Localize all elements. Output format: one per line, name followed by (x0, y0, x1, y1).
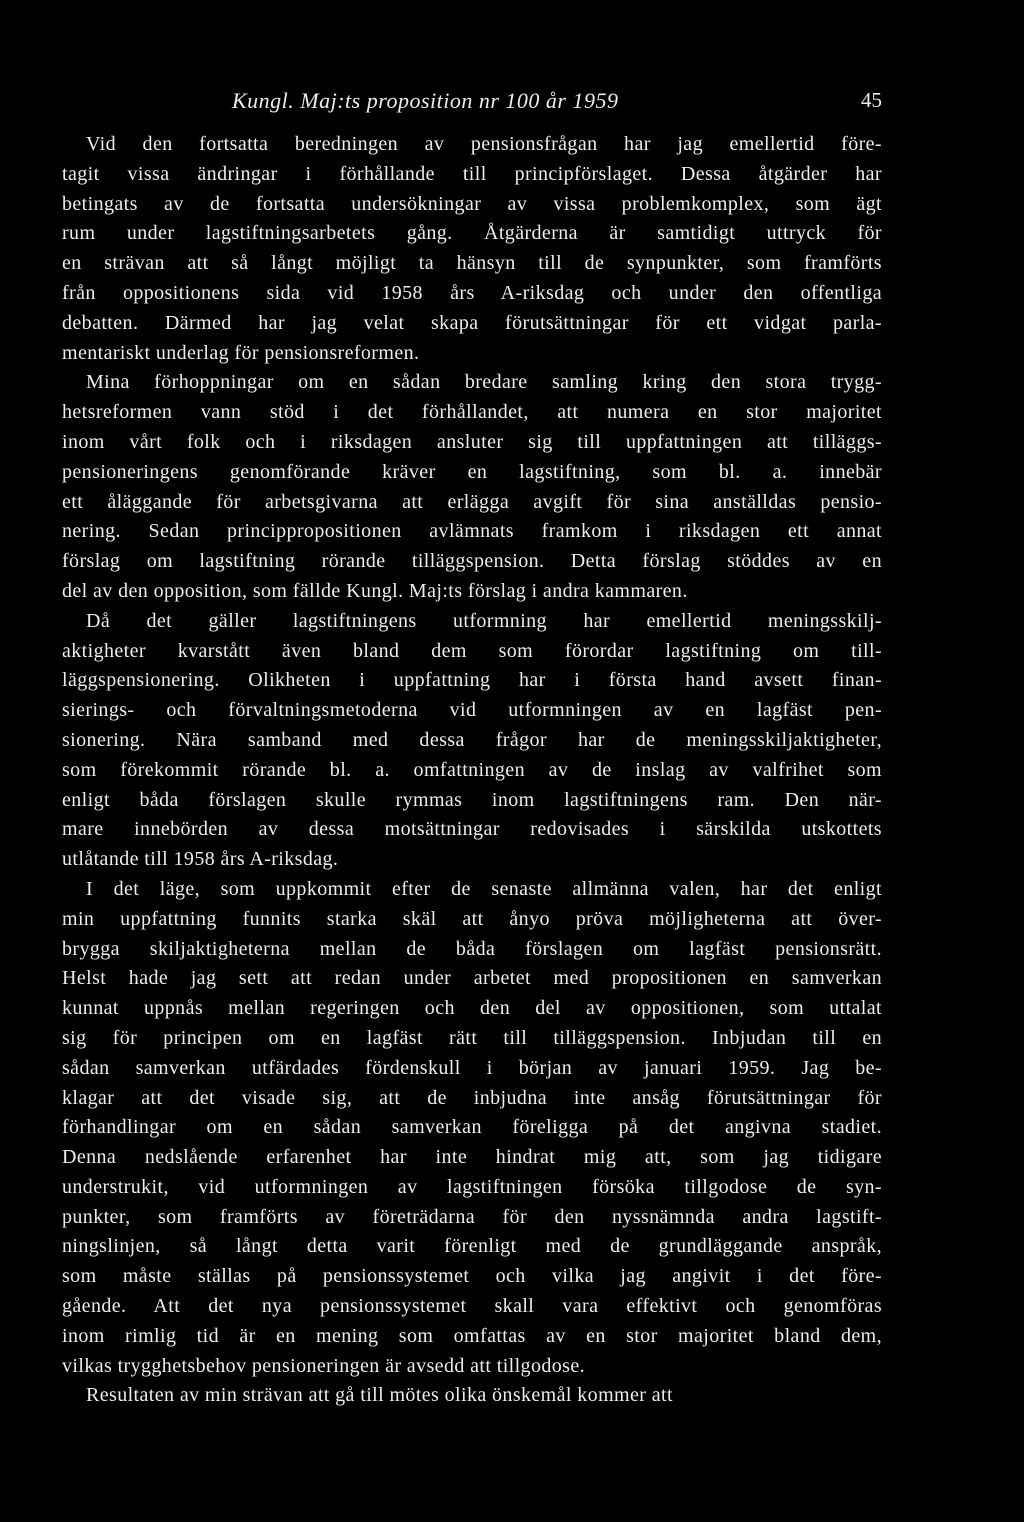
text-line: nering. Sedan princippropositionen avlämnats framkom i riksdagen ett annat (62, 520, 882, 543)
text-line: läggspensionering. Olikheten i uppfattning har i första hand avsett finan- (62, 669, 882, 692)
paragraph (62, 368, 882, 606)
text-line: förhandlingar om en sådan samverkan föreligga på det angivna stadiet. (62, 1116, 882, 1139)
text-line: ningslinjen, så långt detta varit förenligt med de grundläggande anspråk, (62, 1235, 882, 1258)
text-line: Då det gäller lagstiftningens utformning har emellertid meningsskilj- (86, 609, 882, 632)
text-line: pensioneringens genomförande kräver en lagstiftning, som bl. a. innebär (62, 460, 882, 483)
text-line: från oppositionens sida vid 1958 års A-riksdag och under den offentliga (62, 281, 882, 304)
text-line: kunnat uppnås mellan regeringen och den del av oppositionen, som uttalat (62, 997, 882, 1020)
text-line: gående. Att det nya pensionssystemet skall vara effektivt och genomföras (62, 1295, 882, 1318)
text-line: tagit vissa ändringar i förhållande till principförslaget. Dessa åtgärder har (62, 162, 882, 185)
text-line: sådan samverkan utfärdades fördenskull i början av januari 1959. Jag be- (62, 1056, 882, 1079)
text-line: förslag om lagstiftning rörande tilläggspension. Detta förslag stöddes av en (62, 550, 882, 573)
running-title: Kungl. Maj:ts proposition nr 100 år 1959 (232, 88, 619, 113)
text-line: Helst hade jag sett att redan under arbetet med propositionen en samverkan (62, 967, 882, 990)
text-line: mentariskt underlag för pensionsreformen. (62, 341, 420, 364)
text-line: enligt båda förslagen skulle rymmas inom lagstiftningens ram. Den när- (62, 788, 882, 811)
paragraph (62, 875, 882, 1382)
paragraph (62, 607, 882, 875)
text-line: Vid den fortsatta beredningen av pensionsfrågan har jag emellertid före- (86, 133, 882, 155)
page-header (62, 80, 882, 120)
body-text (62, 130, 882, 1411)
page-number: 45 (861, 88, 882, 112)
text-line: Denna nedslående erfarenhet har inte hindrat mig att, som jag tidigare (62, 1146, 882, 1169)
text-line: del av den opposition, som fällde Kungl. Maj:ts förslag i andra kammaren. (62, 579, 688, 602)
text-line: en strävan att så långt möjligt ta hänsyn till de synpunkter, som framförts (62, 252, 882, 275)
text-line: inom vårt folk och i riksdagen ansluter sig till uppfattningen att tilläggs- (62, 430, 882, 453)
text-line: sig för principen om en lagfäst rätt till tilläggspension. Inbjudan till en (62, 1026, 882, 1049)
text-line: inom rimlig tid är en mening som omfattas av en stor majoritet bland dem, (62, 1324, 882, 1347)
text-line: som måste ställas på pensionssystemet och vilka jag angivit i det före- (62, 1265, 882, 1288)
text-line: ett åläggande för arbetsgivarna att erlägga avgift för sina anställdas pensio- (62, 490, 882, 513)
text-line: vilkas trygghetsbehov pensioneringen är avsedd att tillgodose. (62, 1354, 586, 1377)
text-line: brygga skiljaktigheterna mellan de båda förslagen om lagfäst pensionsrätt. (62, 937, 882, 960)
text-line: betingats av de fortsatta undersökningar av vissa problemkomplex, som ägt (62, 192, 882, 215)
text-line: Mina förhoppningar om en sådan bredare samling kring den stora trygg- (86, 371, 882, 394)
text-line: I det läge, som uppkommit efter de senaste allmänna valen, har det enligt (86, 877, 882, 900)
paragraph (62, 130, 882, 368)
text-line: sionering. Nära samband med dessa frågor har de meningsskiljaktigheter, (62, 728, 882, 751)
text-line: Resultaten av min strävan att gå till mötes olika önskemål kommer att (86, 1384, 673, 1407)
text-line: klagar att det visade sig, att de inbjudna inte ansåg förutsättningar för (62, 1086, 882, 1109)
text-line: hetsreformen vann stöd i det förhållandet, att numera en stor majoritet (62, 401, 882, 424)
text-line: rum under lagstiftningsarbetets gång. Åtgärderna är samtidigt uttryck för (62, 222, 882, 245)
text-line: utlåtande till 1958 års A-riksdag. (62, 848, 339, 871)
text-line: mare innebörden av dessa motsättningar redovisades i särskilda utskottets (62, 818, 882, 841)
text-line: aktigheter kvarstått även bland dem som förordar lagstiftning om till- (62, 639, 882, 662)
text-line: debatten. Därmed har jag velat skapa förutsättningar för ett vidgat parla- (62, 311, 882, 334)
text-line: sierings- och förvaltningsmetoderna vid utformningen av en lagfäst pen- (62, 699, 882, 722)
text-line: min uppfattning funnits starka skäl att ånyo pröva möjligheterna att över- (62, 907, 882, 930)
text-line: punkter, som framförts av företrädarna för den nyssnämnda andra lagstift- (62, 1205, 882, 1228)
text-line: understrukit, vid utformningen av lagstiftningen försöka tillgodose de syn- (62, 1175, 882, 1198)
paragraph (62, 1381, 882, 1411)
text-line: som förekommit rörande bl. a. omfattningen av de inslag av valfrihet som (62, 758, 882, 781)
